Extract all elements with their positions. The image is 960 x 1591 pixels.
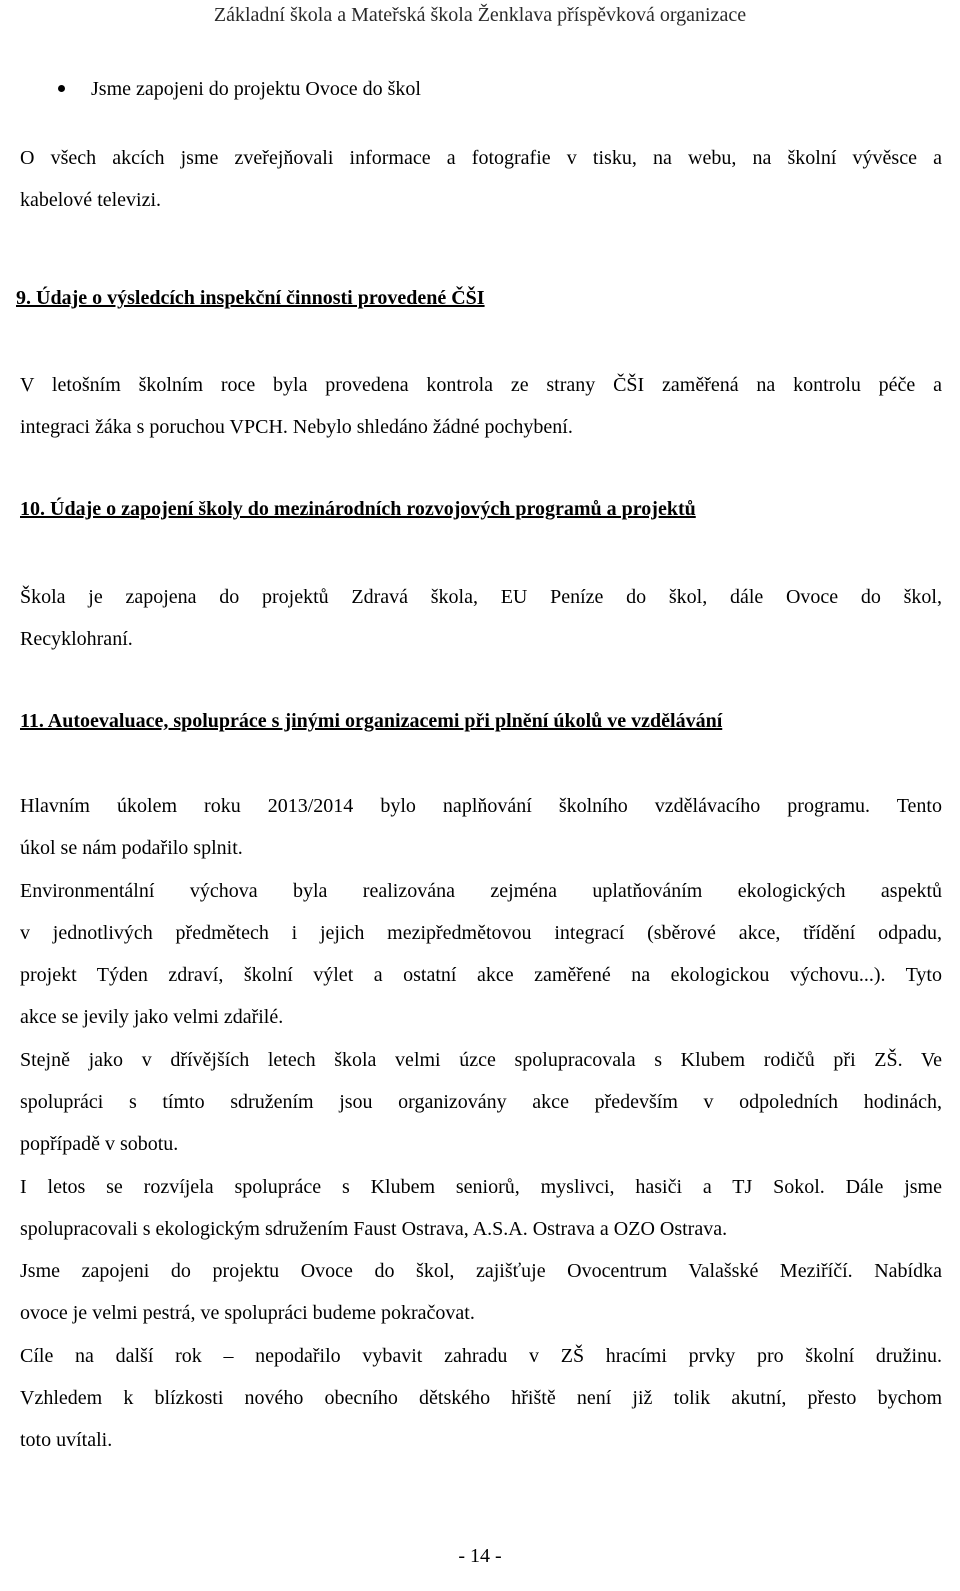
paragraph-line: Recyklohraní.: [20, 628, 133, 650]
paragraph-line: Vzhledem k blízkosti nového obecního dětského hřiště není již tolik akutní, přesto bychom: [20, 1387, 942, 1409]
page-number: - 14 -: [458, 1545, 502, 1567]
paragraph-line: integraci žáka s poruchou VPCH. Nebylo shledáno žádné pochybení.: [20, 416, 573, 438]
section-11-heading: 11. Autoevaluace, spolupráce s jinými organizacemi při plnění úkolů ve vzdělávání: [20, 710, 723, 732]
paragraph-line: Environmentální výchova byla realizována zejména uplatňováním ekologických aspektů: [20, 880, 942, 902]
section-9-paragraph: [20, 364, 942, 448]
paragraph-line: v jednotlivých předmětech i jejich mezipředmětovou integrací (sběrové akce, třídění odpadu,: [20, 922, 942, 944]
paragraph-line: O všech akcích jsme zveřejňovali informace a fotografie v tisku, na webu, na školní vývěsce a: [20, 147, 942, 169]
section-11-paragraph-3: [20, 1039, 942, 1165]
bullet-text: Jsme zapojeni do projektu Ovoce do škol: [91, 78, 421, 100]
paragraph-line: Stejně jako v dřívějších letech škola velmi úzce spolupracovala s Klubem rodičů při ZŠ. Ve: [20, 1049, 942, 1071]
paragraph-line: Jsme zapojeni do projektu Ovoce do škol, zajišťuje Ovocentrum Valašské Meziříčí. Nabídka: [20, 1260, 942, 1282]
page-header: Základní škola a Mateřská škola Ženklava příspěvková organizace: [213, 4, 747, 26]
bullet-item: [58, 78, 421, 101]
section-10-paragraph: [20, 576, 942, 660]
section-10-heading: 10. Údaje o zapojení školy do mezinárodních rozvojových programů a projektů: [20, 498, 696, 520]
section-9-heading: 9. Údaje o výsledcích inspekční činnosti provedené ČŠI: [16, 287, 485, 309]
paragraph-line: spolupráci s tímto sdružením jsou organizovány akce především v odpoledních hodinách,: [20, 1091, 942, 1113]
paragraph-line: ovoce je velmi pestrá, ve spolupráci budeme pokračovat.: [20, 1302, 475, 1324]
bullet-icon: [58, 85, 65, 92]
section-11-paragraph-6: [20, 1335, 942, 1461]
paragraph-line: I letos se rozvíjela spolupráce s Klubem seniorů, myslivci, hasiči a TJ Sokol. Dále jsme: [20, 1176, 942, 1198]
paragraph-line: projekt Týden zdraví, školní výlet a ostatní akce zaměřené na ekologickou výchovu...). Tyto: [20, 964, 942, 986]
section-11-paragraph-2: [20, 870, 942, 1038]
paragraph-line: úkol se nám podařilo splnit.: [20, 837, 243, 859]
paragraph-line: kabelové televizi.: [20, 189, 162, 211]
paragraph-line: Hlavním úkolem roku 2013/2014 bylo naplňování školního vzdělávacího programu. Tento: [20, 795, 942, 817]
paragraph-line: spolupracovali s ekologickým sdružením Faust Ostrava, A.S.A. Ostrava a OZO Ostrava.: [20, 1218, 728, 1240]
section-11-paragraph-5: [20, 1250, 942, 1334]
paragraph-line: Cíle na další rok – nepodařilo vybavit zahradu v ZŠ hracími prvky pro školní družinu.: [20, 1345, 942, 1367]
paragraph-line: popřípadě v sobotu.: [20, 1133, 179, 1155]
paragraph-line: akce se jevily jako velmi zdařilé.: [20, 1006, 284, 1028]
paragraph-line: Škola je zapojena do projektů Zdravá škola, EU Peníze do škol, dále Ovoce do škol,: [20, 586, 942, 608]
section-11-paragraph-4: [20, 1166, 942, 1250]
paragraph-line: V letošním školním roce byla provedena kontrola ze strany ČŠI zaměřená na kontrolu péče a: [20, 374, 942, 396]
intro-paragraph: [20, 137, 942, 221]
paragraph-line: toto uvítali.: [20, 1429, 113, 1451]
section-11-paragraph-1: [20, 785, 942, 869]
